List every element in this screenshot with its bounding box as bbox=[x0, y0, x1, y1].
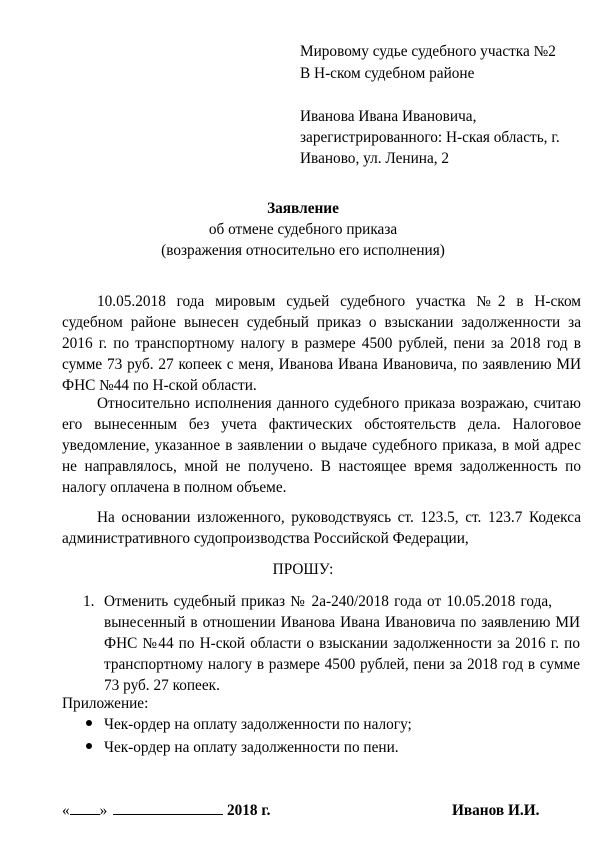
month-blank bbox=[113, 800, 223, 815]
sender-line-2: зарегистрированного: Н-ская область, г. bbox=[300, 129, 560, 146]
request-item-line: Отменить судебный приказ № 2а-240/2018 года от 10.05.2018 года, bbox=[104, 593, 552, 610]
document-subtitle-2: (возражения относительно его исполнения) bbox=[161, 242, 445, 259]
bullet-icon bbox=[86, 720, 92, 726]
attachment-item: Чек-ордер на оплату задолженности по налогу; bbox=[104, 716, 412, 733]
signature: Иванов И.И. bbox=[452, 802, 540, 819]
paragraph-1-line: 2016 г. по транспортному налогу в размере 4500 рублей, пени за 2018 год в bbox=[62, 335, 581, 352]
paragraph-2-line: налогу оплачена в полном объеме. bbox=[62, 479, 287, 496]
attachment-item: Чек-ордер на оплату задолженности по пени. bbox=[104, 739, 399, 756]
day-blank bbox=[70, 800, 100, 815]
addressee-line-1: Мировому судье судебного участка №2 bbox=[300, 43, 556, 60]
date-year: 2018 г. bbox=[226, 802, 271, 819]
paragraph-1-line: 10.05.2018 года мировым судьей судебного участка №2 в Н-ском bbox=[97, 293, 581, 310]
request-item-number: 1. bbox=[83, 593, 95, 610]
request-item-line: вынесенный в отношении Иванова Ивана Ивановича по заявлению МИ bbox=[104, 614, 580, 631]
paragraph-2-line: его вынесенным без учета фактических обстоятельств дела. Налоговое bbox=[62, 416, 581, 433]
attachments-label: Приложение: bbox=[62, 695, 149, 712]
request-heading: ПРОШУ: bbox=[272, 561, 334, 578]
sender-line-3: Иваново, ул. Ленина, 2 bbox=[300, 150, 450, 167]
paragraph-1-line: сумме 73 руб. 27 копеек с меня, Иванова Ивана Ивановича, по заявлению МИ bbox=[62, 356, 581, 373]
request-item-line: 73 руб. 27 копеек. bbox=[104, 677, 220, 694]
date-line bbox=[62, 800, 270, 823]
sender-line-1: Иванова Ивана Ивановича, bbox=[300, 108, 477, 125]
paragraph-2-line: не направлялось, мной не получено. В настоящее время задолженность по bbox=[62, 458, 581, 475]
request-item-line: транспортному налогу в размере 4500 рублей, пени за 2018 год в сумме bbox=[104, 656, 580, 673]
paragraph-2-line: Относительно исполнения данного судебного приказа возражаю, считаю bbox=[97, 395, 581, 412]
bullet-icon bbox=[86, 743, 92, 749]
paragraph-1-line: ФНС №44 по Н-ской области. bbox=[62, 377, 257, 394]
request-item-line: ФНС №44 по Н-ской области о взыскании задолженности за 2016 г. по bbox=[104, 635, 580, 652]
document-subtitle-1: об отмене судебного приказа bbox=[208, 221, 398, 238]
quote-open: « bbox=[62, 802, 70, 819]
paragraph-3-line: На основании изложенного, руководствуясь ст. 123.5, ст. 123.7 Кодекса bbox=[97, 509, 581, 526]
paragraph-3-line: административного судопроизводства Российской Федерации, bbox=[62, 530, 469, 547]
paragraph-2-line: уведомление, указанное в заявлении о выдаче судебного приказа, в мой адрес bbox=[62, 437, 581, 454]
paragraph-1-line: судебном районе вынесен судебный приказ о взыскании задолженности за bbox=[62, 314, 581, 331]
document-title: Заявление bbox=[267, 200, 339, 217]
addressee-line-2: В Н-ском судебном районе bbox=[300, 65, 475, 82]
quote-close: » bbox=[99, 802, 108, 819]
